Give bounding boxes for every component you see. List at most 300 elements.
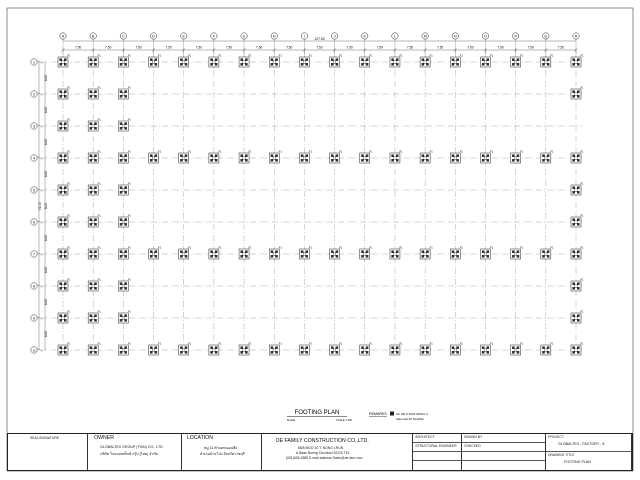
footing-tag-O7: F1 (489, 246, 494, 250)
column-stub-B4 (92, 157, 94, 159)
column-stub-O10 (484, 349, 486, 351)
footing-L4 (390, 150, 403, 164)
grid-label-col-R: R (574, 34, 578, 39)
column-stub-F10 (213, 349, 215, 351)
column-stub-R10 (575, 349, 577, 351)
footing-I7 (299, 246, 312, 260)
footing-Q7 (541, 246, 554, 260)
seal-cell (8, 434, 88, 470)
signature-cell (462, 434, 546, 470)
footing-N7 (450, 246, 463, 260)
footing-C6 (118, 214, 131, 228)
footing-tag-E1: F1 (188, 54, 192, 58)
column-stub-G7 (243, 253, 245, 255)
owner-name-th: บริษัท โกลบอลเท็กซ์ กรุ๊ป (ไทย) จำกัด (100, 452, 158, 456)
span-label-11: 7.50 (376, 45, 383, 50)
title-block (7, 433, 633, 471)
footing-tag-A3: F1 (67, 118, 71, 122)
grid-bubbles (31, 33, 579, 353)
footing-tag-R8: F1 (580, 278, 584, 282)
footing-tag-A8: F1 (67, 278, 71, 282)
footing-C8 (118, 278, 131, 292)
company-name: DE FAMILY CONSTRUCTION CO.,LTD. (275, 438, 369, 444)
remarks-label: REMARKS (369, 412, 387, 416)
row-span-label-8: 8.00 (44, 298, 49, 306)
footing-tag-K7: F1 (369, 246, 373, 250)
column-stub-J1 (333, 61, 335, 63)
column-stub-D1 (152, 61, 154, 63)
grid-label-col-A: A (61, 34, 65, 39)
column-stub-C4 (122, 157, 124, 159)
footing-J10 (330, 342, 343, 356)
footing-tag-C4: F1 (127, 150, 131, 154)
column-stub-I7 (303, 253, 305, 255)
footing-K10 (360, 342, 373, 356)
project-name: GLOBALTEX - FACTORY - 8 (558, 442, 605, 446)
column-stub-J7 (333, 253, 335, 255)
column-stub-C2 (122, 93, 124, 95)
footing-O7 (480, 246, 493, 260)
footing-tag-N7: F1 (459, 246, 463, 250)
column-stub-G4 (243, 157, 245, 159)
owner-label: OWNER (94, 435, 114, 441)
footing-B8 (88, 278, 101, 292)
row-span-label-6: 8.00 (44, 234, 49, 242)
plan-title: FOOTING PLAN (294, 410, 340, 416)
footing-tag-M10: F1 (429, 342, 433, 346)
footing-tag-C7: F1 (127, 246, 131, 250)
footing-tag-C9: F1 (127, 310, 131, 314)
column-stub-D4 (152, 157, 154, 159)
grid-label-row-5: 5 (33, 188, 35, 193)
remarks-line-2: Safe load 40 Tons/Pile (396, 417, 424, 421)
footing-R9 (571, 310, 584, 324)
footing-tag-N4: F1 (459, 150, 463, 154)
footing-tag-B10: F1 (97, 342, 101, 346)
grid-label-col-B: B (91, 34, 95, 39)
span-label-17: 7.50 (557, 45, 565, 50)
project-label: PROJECT (548, 435, 564, 439)
column-stub-A8 (62, 285, 64, 287)
column-stub-A3 (62, 125, 64, 127)
footing-B2 (88, 86, 101, 100)
footing-N4 (450, 150, 463, 164)
footing-tag-L7: F1 (399, 246, 403, 250)
footing-R8 (571, 278, 584, 292)
footing-tag-D1: F1 (158, 54, 162, 58)
column-stub-Q7 (545, 253, 547, 255)
row-span-label-7: 8.00 (44, 266, 49, 274)
footing-E10 (179, 342, 192, 356)
column-stub-E7 (183, 253, 185, 255)
column-stub-B2 (92, 93, 94, 95)
column-stub-I10 (303, 349, 305, 351)
footing-N1 (450, 54, 463, 68)
column-stub-C9 (122, 317, 124, 319)
footing-B6 (88, 214, 101, 228)
column-stub-K1 (364, 61, 366, 63)
grid-label-row-3: 3 (33, 124, 35, 129)
column-stub-B6 (92, 221, 94, 223)
footing-H7 (269, 246, 282, 260)
span-label-9: 7.50 (316, 45, 323, 50)
column-stub-R5 (575, 189, 577, 191)
column-stub-E10 (183, 349, 185, 351)
footing-H4 (269, 150, 282, 164)
column-stub-H7 (273, 253, 275, 255)
footing-A7 (58, 246, 71, 260)
column-stub-C6 (122, 221, 124, 223)
footing-tag-C1: F1 (127, 54, 131, 58)
seal-label: SEAL/SIGNATURE (30, 436, 60, 440)
span-label-15: 7.50 (497, 45, 504, 50)
footing-G4 (239, 150, 252, 164)
footing-C9 (118, 310, 131, 324)
grid-label-col-C: C (122, 34, 125, 39)
footing-tag-L1: F1 (399, 54, 403, 58)
footing-J7 (330, 246, 343, 260)
column-stub-P1 (514, 61, 516, 63)
footing-tag-A2: F1 (67, 86, 71, 90)
footing-tag-E4: F1 (188, 150, 192, 154)
engineer-label: STRUCTURAL ENGINEER (415, 444, 457, 448)
grid-label-col-G: G (242, 34, 246, 39)
grid-label-row-1: 1 (33, 60, 35, 65)
span-label-16: 7.50 (527, 45, 534, 50)
footing-tag-O4: F1 (489, 150, 494, 154)
grid-label-col-H: H (272, 34, 276, 39)
sheet-border (7, 8, 633, 471)
remarks-line-1: S2: Pile 0.40X0.40X8.0 m. (396, 412, 429, 416)
grid-label-col-D: D (152, 34, 155, 39)
footing-tag-L10: F1 (399, 342, 403, 346)
footing-L1 (390, 54, 403, 68)
column-stub-K7 (364, 253, 366, 255)
footing-A4 (58, 150, 71, 164)
remarks-pile-symbol (390, 412, 394, 416)
drawn-label: DRAWN BY (464, 435, 483, 439)
column-stub-Q1 (545, 61, 547, 63)
grid-label-col-N: N (453, 34, 457, 39)
footing-R5 (571, 182, 584, 196)
column-stub-K4 (364, 157, 366, 159)
column-stub-K10 (364, 349, 366, 351)
grid-label-col-P: P (514, 34, 517, 39)
footing-tag-B1: F1 (97, 54, 101, 58)
column-stub-R7 (575, 253, 577, 255)
footing-tag-F4: F1 (218, 150, 222, 154)
grid-label-row-10: 10 (32, 348, 36, 353)
footing-tag-R5: F1 (580, 182, 584, 186)
footing-C7 (118, 246, 131, 260)
footing-J1 (330, 54, 343, 68)
footing-tag-I7: F1 (308, 246, 312, 250)
row-span-label-2: 8.00 (44, 106, 49, 114)
span-label-6: 7.50 (225, 45, 233, 50)
grid-label-row-7: 7 (33, 252, 35, 257)
footing-tag-R6: F1 (580, 214, 584, 218)
footing-tag-C3: F1 (127, 118, 131, 122)
column-stub-C8 (122, 285, 124, 287)
footing-I10 (299, 342, 312, 356)
footing-K4 (360, 150, 373, 164)
footing-M1 (420, 54, 433, 68)
column-stub-R1 (575, 61, 577, 63)
footing-K1 (360, 54, 373, 68)
grid-label-col-L: L (393, 34, 396, 39)
column-stub-L10 (394, 349, 396, 351)
footing-C1 (118, 54, 131, 68)
footing-L10 (390, 342, 403, 356)
footing-H1 (269, 54, 282, 68)
footing-B1 (88, 54, 101, 68)
footing-O4 (480, 150, 493, 164)
column-stub-N4 (454, 157, 456, 159)
column-stub-H10 (273, 349, 275, 351)
footing-tag-P1: F1 (520, 54, 524, 58)
footing-tag-P4: F1 (520, 150, 524, 154)
footing-B9 (88, 310, 101, 324)
footing-tag-G10: F1 (248, 342, 252, 346)
column-stub-R4 (575, 157, 577, 159)
footing-P7 (511, 246, 524, 260)
footing-R1 (571, 54, 584, 68)
column-stub-F4 (213, 157, 215, 159)
footing-C3 (118, 118, 131, 132)
column-stub-A10 (62, 349, 64, 351)
footing-O1 (480, 54, 493, 68)
footing-tag-J4: F1 (339, 150, 343, 154)
footing-tag-J10: F1 (339, 342, 343, 346)
footing-D10 (149, 342, 162, 356)
footing-Q4 (541, 150, 554, 164)
footing-tag-A10: F1 (67, 342, 71, 346)
footing-A1 (58, 54, 71, 68)
footings (58, 54, 584, 356)
footing-tag-H4: F1 (278, 150, 282, 154)
footing-D4 (149, 150, 162, 164)
grid-label-col-Q: Q (544, 34, 548, 39)
footing-N10 (450, 342, 463, 356)
column-stub-A7 (62, 253, 64, 255)
footing-tag-D10: F1 (158, 342, 162, 346)
footing-tag-I4: F1 (308, 150, 312, 154)
column-stub-M4 (424, 157, 426, 159)
footing-M7 (420, 246, 433, 260)
grid-label-col-E: E (182, 34, 185, 39)
location-cell (182, 434, 262, 470)
column-stub-A2 (62, 93, 64, 95)
consultant-cell (413, 434, 462, 470)
footing-F4 (209, 150, 222, 164)
plan-scale: SCALE 1:100 (336, 419, 352, 422)
footing-R7 (571, 246, 584, 260)
column-stub-D7 (152, 253, 154, 255)
footing-B4 (88, 150, 101, 164)
footing-tag-F1: F1 (218, 54, 222, 58)
footing-M4 (420, 150, 433, 164)
footing-tag-A5: F1 (67, 182, 71, 186)
column-stub-J10 (333, 349, 335, 351)
footing-tag-M7: F1 (429, 246, 433, 250)
column-stub-R9 (575, 317, 577, 319)
span-label-1: 7.50 (74, 45, 82, 50)
footing-tag-N10: F1 (459, 342, 463, 346)
footing-tag-C10: F1 (127, 342, 131, 346)
footing-tag-H7: F1 (278, 246, 282, 250)
footing-J4 (330, 150, 343, 164)
footing-tag-E10: F1 (188, 342, 192, 346)
column-stub-R2 (575, 93, 577, 95)
footing-tag-B9: F1 (97, 310, 101, 314)
grid-label-col-I: I (303, 34, 305, 39)
span-label-7: 7.50 (256, 45, 263, 50)
column-stub-A5 (62, 189, 64, 191)
footing-tag-G1: F1 (248, 54, 252, 58)
column-stub-Q4 (545, 157, 547, 159)
footing-Q1 (541, 54, 554, 68)
span-label-2: 7.50 (105, 45, 112, 50)
column-stub-F7 (213, 253, 215, 255)
footing-B3 (88, 118, 101, 132)
footing-tag-I1: F1 (308, 54, 312, 58)
footing-tag-L4: F1 (399, 150, 403, 154)
footing-tag-Q1: F1 (550, 54, 554, 58)
company-cell (262, 434, 413, 470)
overall-width-label: 127.50 (314, 37, 325, 41)
footing-tag-A9: F1 (67, 310, 71, 314)
span-label-4: 7.50 (165, 45, 172, 50)
footing-tag-B2: F1 (97, 86, 101, 90)
column-stub-E1 (183, 61, 185, 63)
footing-tag-M4: F1 (429, 150, 433, 154)
span-label-5: 7.50 (195, 45, 202, 50)
project-cell (546, 434, 632, 470)
row-span-label-3: 8.00 (44, 138, 49, 146)
column-stub-C10 (122, 349, 124, 351)
column-stub-B9 (92, 317, 94, 319)
footing-tag-B8: F1 (97, 278, 101, 282)
footing-B7 (88, 246, 101, 260)
footing-tag-K1: F1 (369, 54, 373, 58)
column-stub-H4 (273, 157, 275, 159)
column-stub-I4 (303, 157, 305, 159)
column-stub-N10 (454, 349, 456, 351)
footing-P10 (511, 342, 524, 356)
footing-G10 (239, 342, 252, 356)
column-stub-M7 (424, 253, 426, 255)
column-stub-B1 (92, 61, 94, 63)
row-span-label-4: 8.00 (44, 170, 49, 178)
footing-F7 (209, 246, 222, 260)
footing-tag-Q10: F1 (550, 342, 554, 346)
footing-tag-A1: F1 (67, 54, 71, 58)
footing-M10 (420, 342, 433, 356)
footing-tag-G7: F1 (248, 246, 252, 250)
footing-tag-J1: F1 (339, 54, 343, 58)
footing-tag-R7: F1 (580, 246, 584, 250)
footing-C5 (118, 182, 131, 196)
column-stub-A6 (62, 221, 64, 223)
column-stub-L7 (394, 253, 396, 255)
footing-tag-F10: F1 (218, 342, 222, 346)
footing-F1 (209, 54, 222, 68)
column-stub-L4 (394, 157, 396, 159)
footing-tag-Q7: F1 (550, 246, 554, 250)
grid-label-row-9: 9 (33, 316, 35, 321)
row-span-label-5: 8.00 (44, 202, 49, 210)
footing-tag-A6: F1 (67, 214, 71, 218)
column-stub-A1 (62, 61, 64, 63)
footing-G7 (239, 246, 252, 260)
column-stub-N1 (454, 61, 456, 63)
column-stub-A4 (62, 157, 64, 159)
grid-label-col-O: O (484, 34, 487, 39)
column-stub-I1 (303, 61, 305, 63)
footing-tag-D7: F1 (158, 246, 162, 250)
grid-label-col-J: J (333, 34, 336, 39)
footing-E4 (179, 150, 192, 164)
footing-tag-B5: F1 (97, 182, 101, 186)
footing-L7 (390, 246, 403, 260)
column-stub-E4 (183, 157, 185, 159)
footing-tag-F7: F1 (218, 246, 222, 250)
footing-I1 (299, 54, 312, 68)
column-stub-P10 (514, 349, 516, 351)
column-stub-P4 (514, 157, 516, 159)
span-label-8: 7.50 (286, 45, 293, 50)
grid-label-col-F: F (212, 34, 215, 39)
footing-tag-Q4: F1 (550, 150, 554, 154)
footing-B5 (88, 182, 101, 196)
footing-tag-E7: F1 (188, 246, 192, 250)
footing-tag-A7: F1 (67, 246, 71, 250)
column-stub-J4 (333, 157, 335, 159)
footing-tag-B3: F1 (97, 118, 101, 122)
column-stub-B3 (92, 125, 94, 127)
column-stub-C5 (122, 189, 124, 191)
column-stub-R8 (575, 285, 577, 287)
footing-A10 (58, 342, 71, 356)
footing-A2 (58, 86, 71, 100)
column-stub-G10 (243, 349, 245, 351)
footing-C10 (118, 342, 131, 356)
footing-A8 (58, 278, 71, 292)
owner-name-en: GLOBALTEX GROUP (THAI) CO., LTD (100, 445, 163, 449)
company-address-2: A.Baan Bueng Chonburi 20220 TEL (295, 451, 350, 455)
location-label: LOCATION (186, 435, 213, 441)
grid-label-row-2: 2 (33, 92, 35, 97)
plan-subtitle: SCALE (286, 419, 296, 422)
footing-tag-C2: F1 (127, 86, 131, 90)
span-label-12: 7.50 (406, 45, 414, 50)
footing-B10 (88, 342, 101, 356)
column-stub-M10 (424, 349, 426, 351)
footing-tag-R4: F1 (580, 150, 584, 154)
footing-tag-N1: F1 (459, 54, 463, 58)
footing-tag-B6: F1 (97, 214, 101, 218)
footing-P1 (511, 54, 524, 68)
column-stub-F1 (213, 61, 215, 63)
column-stub-B8 (92, 285, 94, 287)
footing-tag-M1: F1 (429, 54, 433, 58)
column-stub-A9 (62, 317, 64, 319)
footing-tag-O10: F1 (489, 342, 494, 346)
grid-label-col-K: K (363, 34, 366, 39)
column-stub-O4 (484, 157, 486, 159)
column-stub-N7 (454, 253, 456, 255)
footing-P4 (511, 150, 524, 164)
